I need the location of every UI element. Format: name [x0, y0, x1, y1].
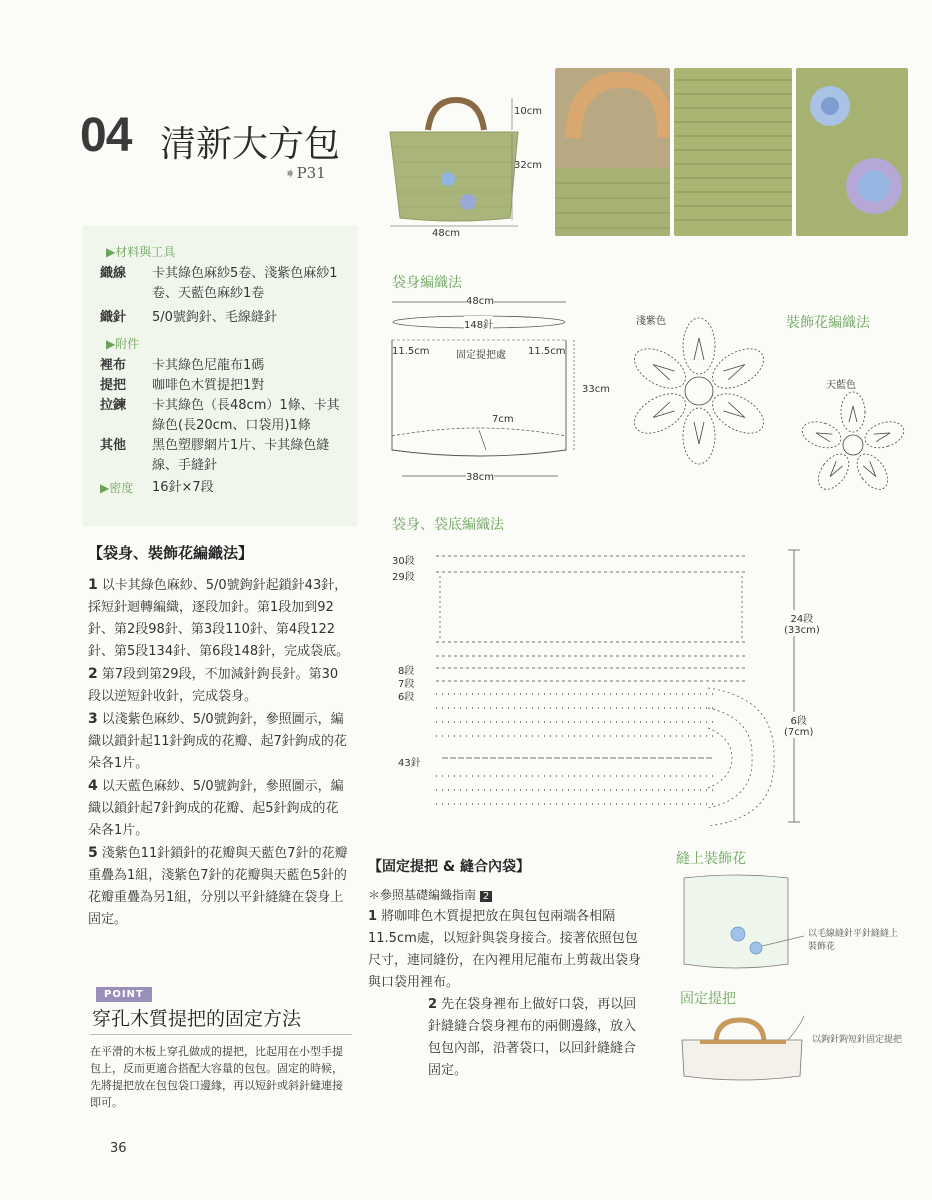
pattern-number: 04	[80, 109, 132, 162]
material-row: 織線 卡其綠色麻紗5卷、淺紫色麻紗1卷、天藍色麻紗1卷	[100, 266, 338, 301]
fix-handle-sketch	[676, 1006, 812, 1086]
flower-closeup-photo	[796, 68, 908, 236]
right-section-note: ＊參照基礎編織指南 2	[368, 886, 492, 903]
fix-handle-title: 固定提把	[680, 991, 736, 1007]
purple-flower-chart	[624, 316, 774, 466]
flower-diagram-title: 裝飾花編織法	[786, 315, 870, 331]
fix-handle-note: 以鉤針鉤短針固定提把	[812, 1035, 903, 1045]
step-item: 4 以天藍色麻紗、5/0號鉤針，參照圖示，編織以鎖針起7針鉤成的花瓣、起5針鉤成的花朵各1片。	[88, 778, 344, 838]
dim-height: 32cm	[514, 160, 542, 171]
step-item: 3 以淺紫色麻紗、5/0號鉤針，參照圖示，編織以鎖針起11針鉤成的花瓣、起7針鉤成的花朵各1片。	[88, 711, 347, 771]
flower-blue-label: 天藍色	[826, 380, 856, 391]
row-6-label: 6段	[398, 692, 415, 703]
page-reference	[284, 164, 326, 182]
accessories-heading: ▶附件	[106, 337, 140, 351]
stitch-chart	[436, 548, 776, 828]
bag-width-bottom: 38cm	[466, 472, 494, 483]
accessory-row: 其他 黑色塑膠網片1片、卡其綠色縫線、手縫針	[100, 438, 330, 473]
step-item: 2 先在袋身裡布上做好口袋，再以回針縫縫合袋身裡布的兩側邊緣，放入包包內部，沿著袋口，以回針縫縫合固定。	[428, 997, 637, 1078]
blue-flower-chart	[798, 390, 908, 500]
point-title: 穿孔木質提把的固定方法	[92, 1008, 302, 1030]
point-tag: POINT	[96, 987, 152, 1002]
gauge-row: ▶密度 16針×7段	[100, 480, 214, 495]
right-section-title: 【固定提把 & 縫合內袋】	[368, 859, 530, 875]
left-steps	[88, 574, 350, 931]
point-body: 在平滑的木板上穿孔做成的提把，比起用在小型手提包上，反而更適合搭配大容量的包包。固定的時候，先將提把放在包包袋口邊緣，再以短針或斜針縫連接即可。	[90, 1045, 343, 1109]
material-row: 織針 5/0號鉤針、毛線縫針	[100, 310, 277, 325]
sew-flower-sketch	[676, 868, 806, 978]
bag-height: 33cm	[582, 384, 610, 395]
accessory-row: 提把 咖啡色木質提把1對	[100, 378, 265, 393]
step-item: 1 將咖啡色木質提把放在與包包兩端各相隔11.5cm處，以短針與袋身接合。接著依照包包尺寸，連同縫份，在內裡用尼龍布上剪裁出袋身與口袋用裡布。	[368, 909, 642, 990]
bag-handle-position: 固定提把處	[456, 350, 506, 361]
guide-number-badge: 2	[480, 891, 492, 902]
ref-page: P31	[296, 164, 326, 182]
knit-texture-photo	[674, 68, 792, 236]
chart-height-arrows	[786, 548, 802, 828]
dim-handle: 10cm	[514, 106, 542, 117]
bag-diagram-title: 袋身編織法	[392, 275, 462, 291]
row-8-label: 8段	[398, 666, 415, 677]
accessory-row: 拉鍊 卡其綠色（長48cm）1條、卡其綠色(長20cm、口袋用)1條	[100, 398, 340, 433]
step-item: 2 第7段到第29段，不加減針鉤長針。第30段以逆短針收針，完成袋身。	[88, 666, 339, 704]
right-steps	[368, 906, 648, 1082]
handle-closeup-photo	[555, 68, 670, 236]
step-item: 1 以卡其綠色麻紗、5/0號鉤針起鎖針43針，採短針迴轉編織，逐段加針。第1段加到92針、第2段98針、第3段110針、第4段122針、第5段134針、第6段148針，完成袋底。	[88, 577, 350, 659]
pattern-title: 清新大方包	[160, 124, 341, 165]
upper-rows-label: 24段 (33cm)	[784, 610, 820, 636]
lower-rows-label: 6段 (7cm)	[784, 712, 813, 738]
page-number: 36	[110, 1141, 127, 1156]
dc-rows-upper	[436, 556, 746, 681]
chain-count-label: 43針	[398, 758, 421, 769]
bag-side-left: 11.5cm	[392, 346, 430, 357]
accessory-row: 裡布 卡其綠色尼龍布1碼	[100, 358, 265, 373]
row-7-label: 7段	[398, 679, 415, 690]
row-30-label: 30段	[392, 556, 415, 567]
materials-heading: ▶材料與工具	[106, 245, 176, 259]
chart-diagram-title: 袋身、袋底編織法	[392, 517, 504, 533]
left-section-title: 【袋身、裝飾花編織法】	[88, 544, 254, 562]
row-29-label: 29段	[392, 572, 415, 583]
dim-width: 48cm	[432, 228, 460, 239]
bag-side-right: 11.5cm	[528, 346, 566, 357]
bag-width-top: 48cm	[466, 296, 494, 307]
step-item: 5 淺紫色11針鎖針的花瓣與天藍色7針的花瓣重疊為1組，淺紫色7針的花瓣與天藍色5針的花瓣重疊為另1組，分別以平針縫縫在袋身上固定。	[88, 845, 348, 927]
point-divider	[90, 1034, 352, 1035]
sew-flower-title: 縫上裝飾花	[676, 851, 746, 867]
ref-arrow-icon: ➧	[284, 164, 297, 182]
bag-stitch-count: 148針	[464, 316, 493, 331]
bag-base-depth: 7cm	[492, 414, 514, 425]
materials-panel	[82, 226, 358, 526]
flower-purple-label: 淺紫色	[636, 316, 666, 327]
sew-flower-note: 以毛線縫針平針縫縫上裝飾花	[808, 929, 899, 952]
